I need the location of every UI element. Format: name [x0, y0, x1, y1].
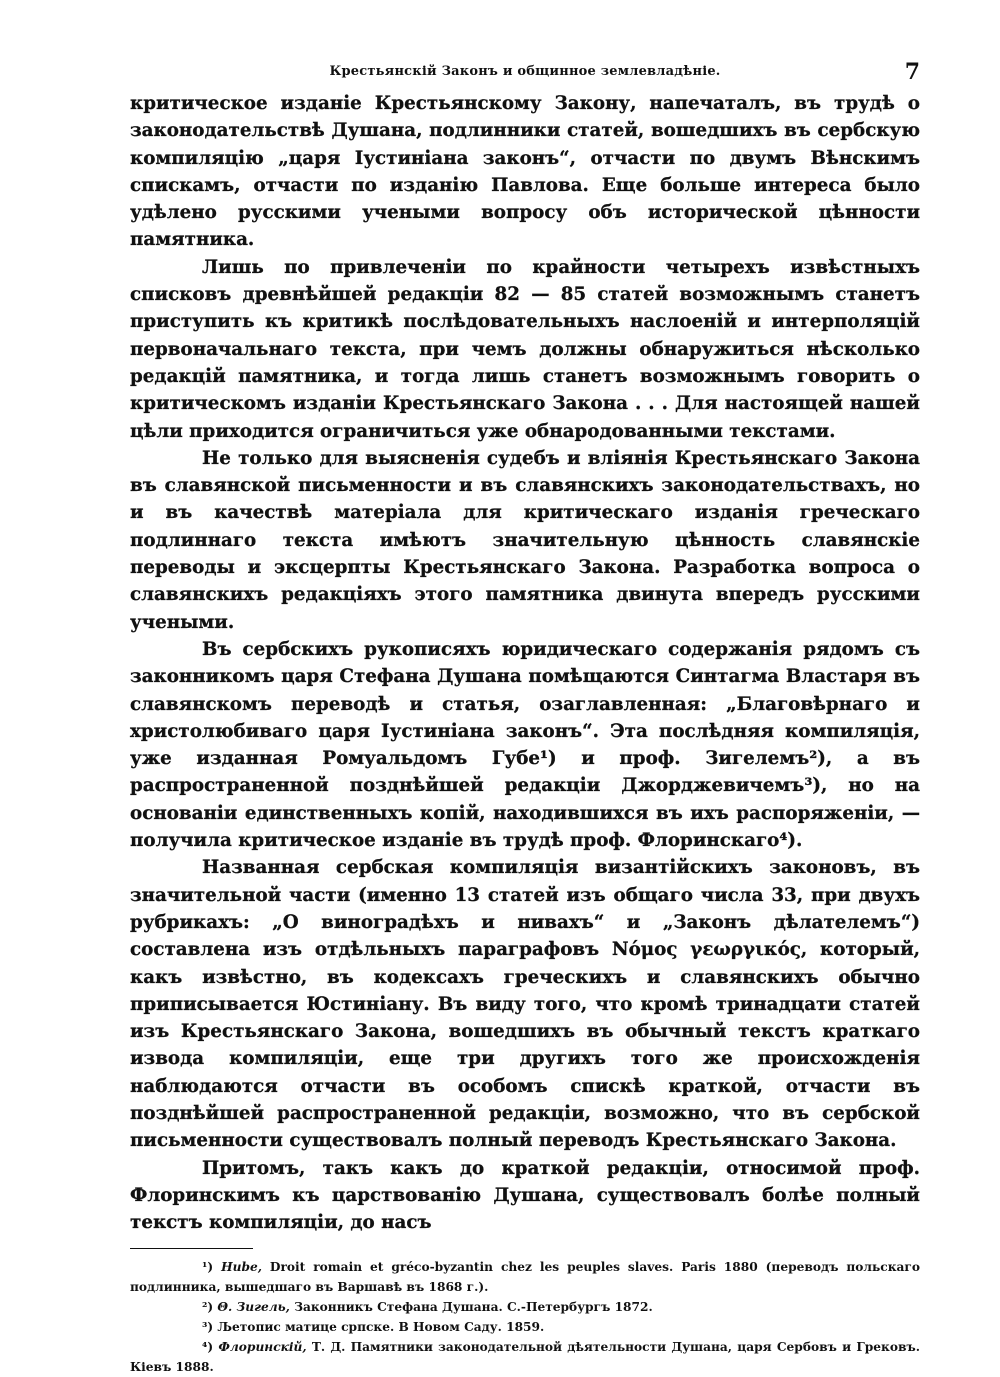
footnotes	[130, 1257, 920, 1377]
footnote	[130, 1317, 920, 1337]
footnote-text: Законникъ Стефана Душана. С.-Петербургъ 1872.	[294, 1300, 653, 1315]
footnote	[130, 1297, 920, 1317]
footnote-mark: ¹)	[202, 1260, 214, 1275]
footnote-divider	[130, 1248, 253, 1249]
book-page	[130, 58, 920, 1377]
footnote	[130, 1257, 920, 1297]
paragraph: критическое изданіе Крестьянскому Закону, напечаталъ, въ трудѣ о законодательствѣ Душана, подлинники статей, вошедшихъ въ сербскую компиляцію „царя Іустиніана законъ“, отчасти по двумъ Вѣнскимъ спискамъ, отчасти по изданію Павлова. Еще больше интереса было удѣлено русскими учеными вопросу объ исторической цѣнности памятника.	[130, 93, 920, 251]
footnote-mark: ⁴)	[202, 1340, 214, 1355]
footnote-text: Љетопис матице српске. В Новом Саду. 1859.	[217, 1320, 545, 1335]
body-text	[130, 90, 920, 1236]
page-header	[130, 58, 920, 90]
footnote-mark: ²)	[202, 1300, 214, 1315]
running-title: Крестьянскій Законъ и общинное землевладѣніе.	[329, 64, 721, 79]
paragraph: Въ сербскихъ рукописяхъ юридическаго содержанія рядомъ съ законникомъ царя Стефана Душана помѣщаются Синтагма Властаря въ славянскомъ переводѣ и статья, озаглавленная: „Благовѣрнаго и христолюбиваго царя Іустиніана законъ“. Эта послѣдняя компиляція, уже изданная Ромуальдомъ Губе¹) и проф. Зигелемъ²), а въ распространенной позднѣйшей редакціи Джорджевичемъ³), но на основаніи единственныхъ копій, находившихся въ ихъ распоряженіи, — получила критическое изданіе въ трудѣ проф. Флоринскаго⁴).	[130, 638, 920, 852]
paragraph: Не только для выясненія судебъ и вліянія Крестьянскаго Закона въ славянской письменности и въ славянскихъ законодательствахъ, но и въ качествѣ матеріала для критическаго изданія греческаго подлиннаго текста имѣютъ значительную цѣнность славянскіе переводы и эксцерпты Крестьянскаго Закона. Разработка вопроса о славянскихъ редакціяхъ этого памятника двинута впередъ русскими учеными.	[130, 447, 920, 633]
paragraph: Притомъ, такъ какъ до краткой редакціи, относимой проф. Флоринскимъ къ царствованію Душана, существовалъ болѣе полный текстъ компиляціи, до насъ	[130, 1157, 920, 1234]
paragraph: Лишь по привлеченіи по крайности четырехъ извѣстныхъ списковъ древнѣйшей редакціи 82 — 85 статей возможнымъ станетъ приступить къ критикѣ послѣдовательныхъ наслоеній и интерполяцій первоначальнаго текста, при чемъ должны обнаружиться нѣсколько редакцій памятника, и тогда лишь станетъ возможнымъ говорить о критическомъ изданіи Крестьянскаго Закона . . . Для настоящей нашей цѣли приходится ограничиться уже обнародованными текстами.	[130, 256, 920, 442]
footnote-text: Droit romain et gréco-byzantin chez les peuples slaves. Paris 1880 (переводъ польскаго подлинника, вышедшаго въ Варшавѣ въ 1868 г.).	[130, 1260, 920, 1295]
footnote-mark: ³)	[202, 1320, 214, 1335]
footnote-text: Т. Д. Памятники законодательной дѣятельности Душана, царя Сербовъ и Грековъ. Кіевъ 1888.	[130, 1340, 921, 1375]
footnote-author: Θ. Зигель,	[217, 1300, 290, 1315]
footnote-author: Hube,	[221, 1260, 262, 1275]
page-number: 7	[904, 59, 920, 85]
footnote-author: Флоринскій,	[218, 1340, 307, 1355]
paragraph: Названная сербская компиляція византійскихъ законовъ, въ значительной части (именно 13 статей изъ общаго числа 33, при двухъ рубрикахъ: „О виноградѣхъ и нивахъ“ и „Законъ дѣлателемъ“) составлена изъ отдѣльныхъ параграфовъ Νόμος γεωργικός, который, какъ извѣстно, въ кодексахъ греческихъ и славянскихъ обычно приписывается Юстиніану. Въ виду того, что кромѣ тринадцати статей изъ Крестьянскаго Закона, вошедшихъ въ обычный текстъ краткаго извода компиляціи, еще три другихъ того же происхожденія наблюдаются отчасти въ особомъ спискѣ краткой, отчасти въ позднѣйшей распространенной редакціи, возможно, что въ сербской письменности существовалъ полный переводъ Крестьянскаго Закона.	[130, 857, 920, 1152]
footnote	[130, 1337, 920, 1377]
